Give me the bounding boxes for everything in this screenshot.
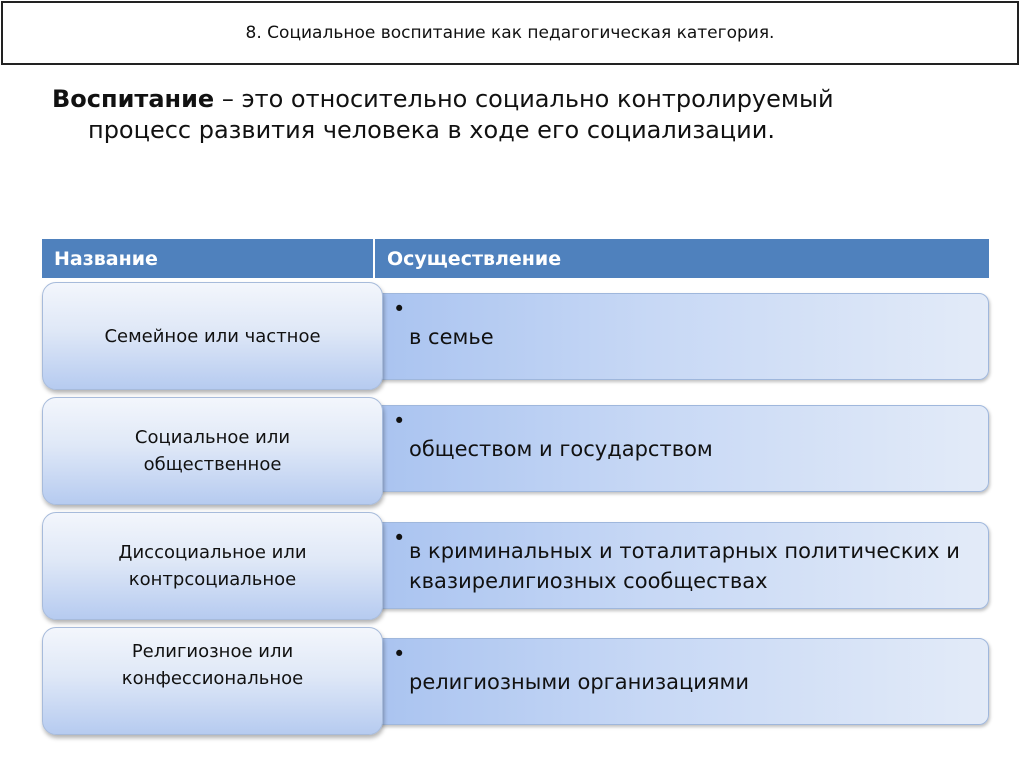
row-2-implementation: обществом и государством <box>409 436 713 461</box>
bullet: • <box>393 409 406 433</box>
row-3-implementation: в криминальных и тоталитарных политических и квазирелигиозных сообществах <box>409 538 960 593</box>
row-2-implementation-box <box>372 405 989 492</box>
slide-title-box <box>1 1 1019 65</box>
row-1-name: Семейное или частное <box>104 326 321 347</box>
row-4-name: Религиозное или конфессиональное <box>121 641 304 689</box>
row-1-implementation-box <box>372 293 989 380</box>
header-name: Название <box>42 239 375 278</box>
definition-line-1-rest: – это относительно социально контролируемый <box>214 85 834 113</box>
row-1-implementation: в семье <box>409 324 494 349</box>
row-3-name: Диссоциальное или контрсоциальное <box>118 542 307 590</box>
definition-paragraph <box>52 84 952 146</box>
row-4-implementation: религиозными организациями <box>409 669 750 694</box>
row-2-name-box <box>42 397 383 505</box>
definition-term: Воспитание <box>52 85 215 113</box>
row-3-name-box <box>42 512 383 620</box>
header-implementation: Осуществление <box>387 247 562 270</box>
definition-line-1 <box>52 84 952 115</box>
slide-title: 8. Социальное воспитание как педагогическая категория. <box>245 23 775 43</box>
row-4-implementation-box <box>372 638 989 725</box>
bullet: • <box>393 642 406 666</box>
bullet: • <box>393 297 406 321</box>
row-3-implementation-box <box>372 522 989 609</box>
row-2-name: Социальное или общественное <box>134 427 291 475</box>
row-4-name-box <box>42 627 383 735</box>
table-header <box>42 239 989 278</box>
definition-line-2: процесс развития человека в ходе его социализации. <box>88 116 775 144</box>
bullet: • <box>393 526 406 550</box>
row-1-name-box <box>42 282 383 390</box>
